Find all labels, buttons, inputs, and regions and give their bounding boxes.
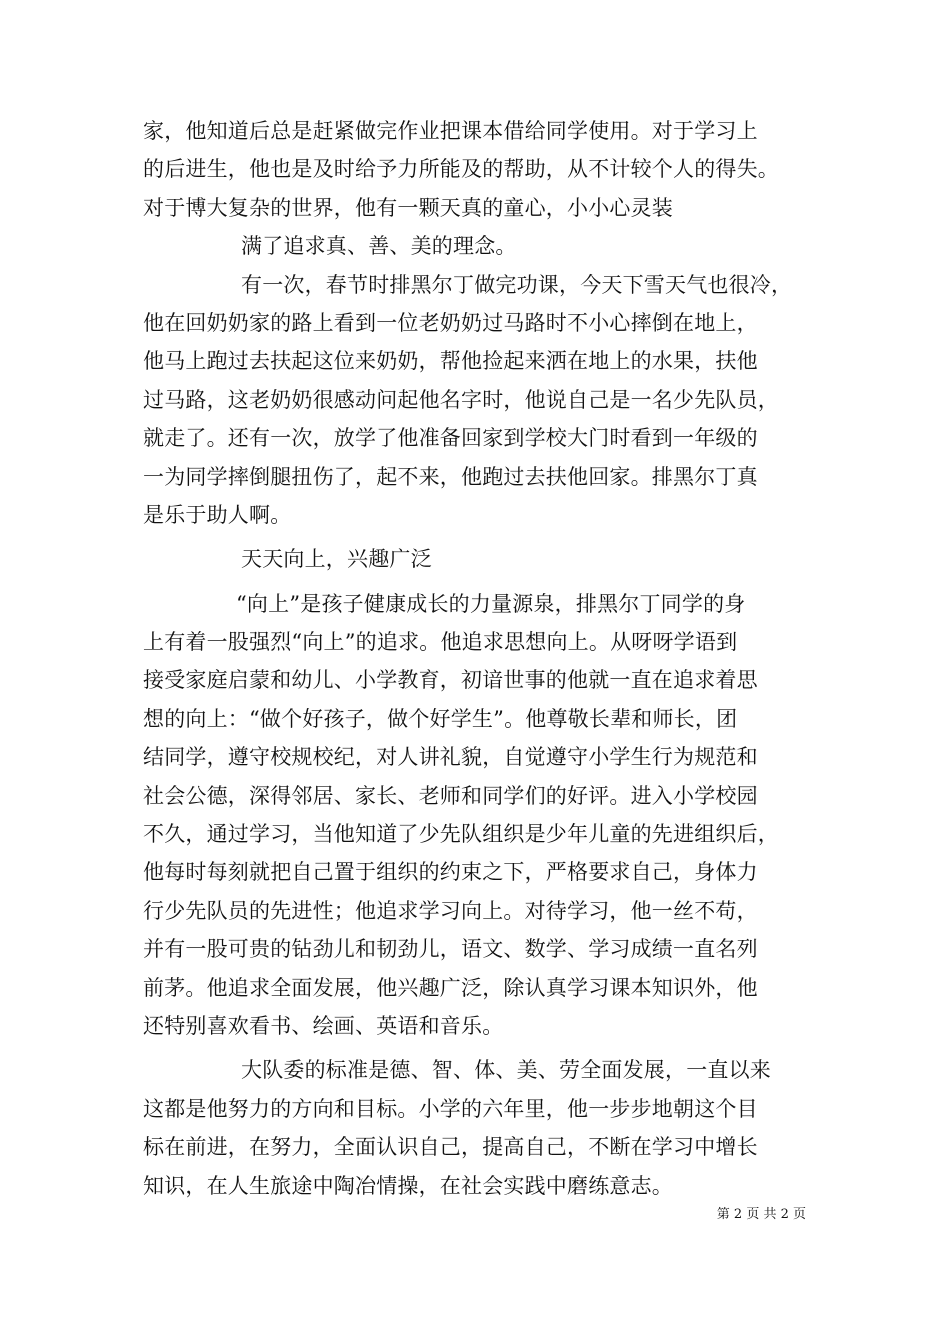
text-line: 社会公德，深得邻居、家长、老师和同学们的好评。进入小学校园	[143, 783, 758, 808]
page-number: 第 2 页 共 2 页	[716, 1207, 806, 1222]
text-line: 上有着一股强烈“向上”的追求。他追求思想向上。从呀呀学语到	[143, 630, 738, 655]
text-line: 他马上跑过去扶起这位来奶奶，帮他捡起来洒在地上的水果，扶他	[143, 349, 758, 374]
text-line: 一为同学摔倒腿扭伤了，起不来，他跑过去扶他回家。排黑尔丁真	[143, 464, 758, 489]
text-line: 就走了。还有一次，放学了他准备回家到学校大门时看到一年级的	[143, 426, 758, 451]
paragraph-start-line: 大队委的标准是德、智、体、美、劳全面发展，一直以来	[241, 1058, 771, 1083]
text-line: 接受家庭启蒙和幼儿、小学教育，初谙世事的他就一直在追求着思	[143, 668, 758, 693]
body-text	[143, 112, 823, 1205]
text-line: 前茅。他追求全面发展，他兴趣广泛，除认真学习课本知识外，他	[143, 975, 758, 1000]
text-line: 标在前进，在努力，全面认识自己，提高自己，不断在学习中增长	[143, 1135, 758, 1160]
text-line: 他在回奶奶家的路上看到一位老奶奶过马路时不小心摔倒在地上，	[143, 310, 758, 335]
text-line: 想的向上：“做个好孩子，做个好学生”。他尊敬长辈和师长，团	[143, 706, 738, 731]
text-line: 结同学，遵守校规校纪，对人讲礼貌，自觉遵守小学生行为规范和	[143, 745, 758, 770]
text-line: 这都是他努力的方向和目标。小学的六年里，他一步步地朝这个目	[143, 1096, 758, 1121]
text-line: 他每时每刻就把自己置于组织的约束之下，严格要求自己，身体力	[143, 860, 758, 885]
text-line: 家，他知道后总是赶紧做完作业把课本借给同学使用。对于学习上	[143, 119, 758, 143]
paragraph-start-line: 有一次，春节时排黑尔丁做完功课，今天下雪天气也很冷，	[241, 272, 793, 297]
text-line: 满了追求真、善、美的理念。	[241, 234, 517, 259]
text-line: 还特别喜欢看书、绘画、英语和音乐。	[143, 1013, 504, 1038]
text-line: 并有一股可贵的钻劲儿和韧劲儿，语文、数学、学习成绩一直名列	[143, 937, 758, 962]
text-line: 行少先队员的先进性；他追求学习向上。对待学习，他一丝不苟，	[143, 898, 758, 923]
text-line: 不久，通过学习，当他知道了少先队组织是少年儿童的先进组织后，	[143, 822, 779, 847]
text-line: 过马路，这老奶奶很感动问起他名字时，他说自己是一名少先队员，	[143, 387, 779, 412]
text-line: 是乐于助人啊。	[143, 502, 292, 527]
text-line: 的后进生，他也是及时给予力所能及的帮助，从不计较个人的得失。	[143, 157, 779, 182]
text-line: 对于博大复杂的世界，他有一颗天真的童心，小小心灵装	[143, 195, 673, 220]
text-line: 知识，在人生旅途中陶冶情操，在社会实践中磨练意志。	[143, 1173, 673, 1198]
section-heading: 天天向上，兴趣广泛	[241, 547, 432, 572]
paragraph-start-line: “向上”是孩子健康成长的力量源泉，排黑尔丁同学的身	[236, 591, 746, 616]
